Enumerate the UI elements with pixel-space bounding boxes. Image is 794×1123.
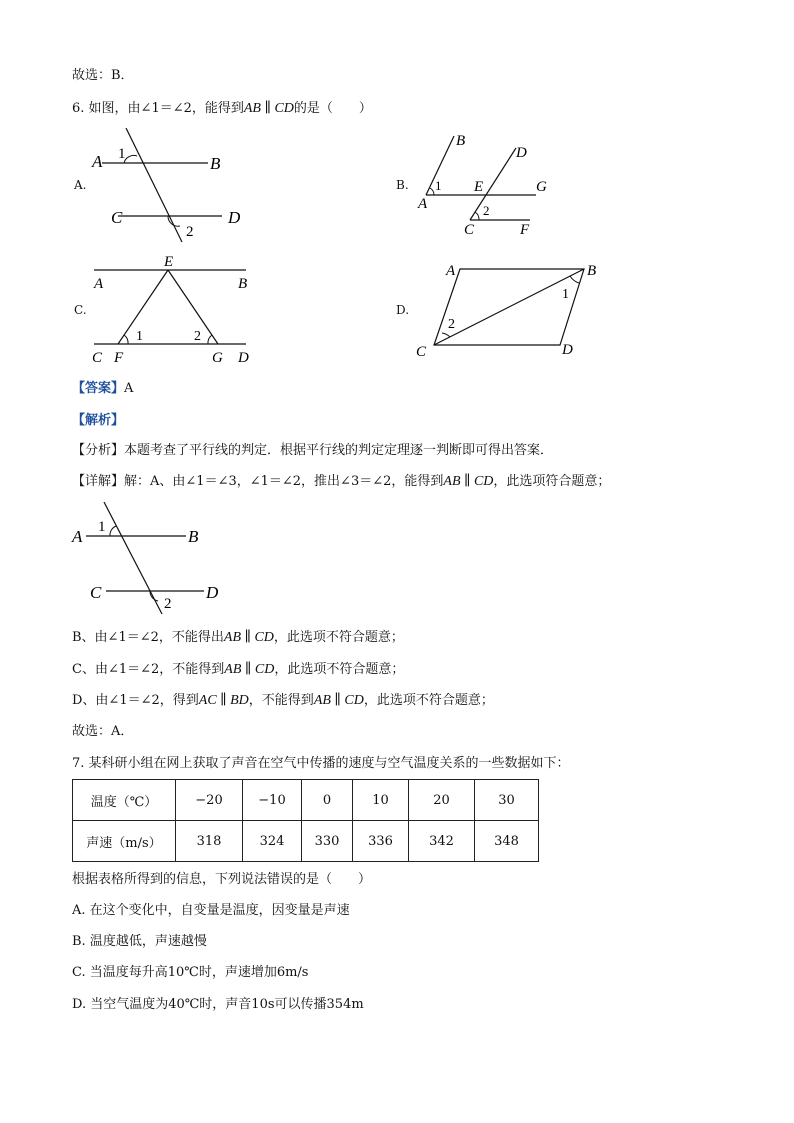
explain-d-mid: ，不能得到 [248, 693, 314, 708]
final-answer: 故选：A． [72, 724, 134, 739]
explain-d-rel1: AC ∥ BD [198, 693, 249, 708]
point-g: G [536, 179, 547, 195]
point-a: A [94, 276, 104, 292]
segment-eg [168, 270, 218, 344]
option-b-label: B. [396, 178, 409, 192]
analysis-heading [72, 412, 124, 430]
point-a: A [418, 196, 428, 212]
q7-stem: 7. 某科研小组在网上获取了声音在空气中传播的速度与空气温度关系的一些数据如下： [72, 756, 570, 771]
solution-figure [70, 500, 240, 618]
point-c: C [416, 344, 427, 360]
table-row [73, 780, 539, 821]
table-cell: 348 [475, 821, 539, 862]
option-d-figure [412, 255, 612, 365]
speed-table [72, 779, 539, 862]
point-a: A [446, 263, 456, 279]
angle-2: 2 [186, 224, 194, 240]
table-cell: 330 [302, 821, 353, 862]
angle-1: 1 [98, 519, 106, 535]
point-a: A [72, 527, 83, 546]
point-d: D [228, 208, 241, 227]
point-d: D [562, 342, 573, 358]
angle-1-arc [124, 335, 128, 344]
q7-option-a: A. 在这个变化中，自变量是温度，因变量是声速 [72, 903, 350, 918]
angle-1: 1 [435, 178, 442, 193]
answer-line [72, 380, 133, 398]
point-c: C [90, 583, 102, 602]
angle-1-arc [110, 526, 116, 536]
point-e: E [474, 179, 484, 195]
table-cell: 温度（℃） [73, 780, 176, 821]
point-c: C [111, 208, 123, 227]
angle-2: 2 [483, 203, 490, 218]
point-d: D [206, 583, 219, 602]
fenxi-tag: 【分析】 [72, 443, 125, 458]
angle-1: 1 [118, 146, 126, 162]
point-d: D [238, 350, 249, 366]
explain-c-rel: AB ∥ CD [224, 662, 275, 677]
angle-1-arc [570, 276, 579, 283]
detail-line [72, 473, 610, 491]
table-cell: 0 [302, 780, 353, 821]
detail-rel: AB ∥ CD [443, 474, 494, 489]
prev-answer: 故选：B． [72, 68, 134, 83]
point-f: F [114, 350, 124, 366]
table-cell: 30 [475, 780, 539, 821]
q7-option-c: C. 当温度每升高10℃时，声速增加6m/s [72, 965, 309, 980]
explain-b-pre: B、由∠1＝∠2，不能得出 [72, 630, 224, 645]
angle-2: 2 [194, 329, 201, 344]
explain-c-post: ，此选项不符合题意； [274, 662, 405, 677]
table-cell: 324 [243, 821, 302, 862]
explain-b-post: ，此选项不符合题意； [273, 630, 404, 645]
q6-number: 6. [72, 101, 85, 116]
explain-d [72, 692, 494, 710]
point-b: B [238, 276, 248, 292]
q6-stem-rel: AB ∥ CD [243, 101, 294, 116]
answer-tag: 【答案】 [72, 381, 125, 396]
q6-stem-pre: 如图，由∠1＝∠2，能得到 [88, 101, 244, 116]
explain-c [72, 661, 404, 679]
angle-2-arc [475, 212, 479, 220]
transversal [104, 502, 162, 614]
table-row [73, 821, 539, 862]
point-e: E [164, 254, 174, 270]
answer-value: A [124, 381, 134, 396]
table-cell: 20 [409, 780, 475, 821]
option-a-figure [88, 128, 258, 246]
option-b-figure [412, 130, 562, 238]
explain-b-rel: AB ∥ CD [223, 630, 274, 645]
analysis-tag: 【解析】 [72, 413, 125, 428]
table-cell: 342 [409, 821, 475, 862]
explain-d-pre: D、由∠1＝∠2，得到 [72, 693, 199, 708]
table-cell: 318 [176, 821, 243, 862]
q7-option-b: B. 温度越低，声速越慢 [72, 934, 207, 949]
point-b: B [587, 263, 597, 279]
table-cell: 10 [353, 780, 409, 821]
table-cell: 336 [353, 821, 409, 862]
fenxi-text: 本题考查了平行线的判定．根据平行线的判定定理逐一判断即可得出答案． [124, 443, 554, 458]
table-cell: −20 [176, 780, 243, 821]
table-cell: −10 [243, 780, 302, 821]
option-d-label: D. [396, 303, 410, 317]
option-c-figure [88, 250, 258, 368]
point-b: B [456, 133, 466, 149]
angle-2: 2 [164, 596, 172, 612]
table-cell: 声速（m/s） [73, 821, 176, 862]
point-d: D [516, 145, 527, 161]
fenxi-line [72, 442, 553, 460]
angle-2-arc [442, 333, 450, 337]
angle-2-arc [208, 335, 212, 344]
angle-2: 2 [448, 317, 455, 332]
q6-stem [72, 100, 372, 118]
detail-text: 解：A、由∠1＝∠3，∠1＝∠2，推出∠3＝∠2，能得到 [124, 474, 444, 489]
point-g: G [212, 350, 223, 366]
detail-tag: 【详解】 [72, 474, 125, 489]
explain-b [72, 629, 404, 647]
point-c: C [92, 350, 103, 366]
explain-c-pre: C、由∠1＝∠2，不能得到 [72, 662, 225, 677]
q7-option-d: D. 当空气温度为40℃时，声音10s可以传播354m [72, 997, 364, 1012]
angle-1-arc [430, 188, 434, 195]
point-b: B [210, 154, 221, 173]
option-a-label: A. [74, 178, 87, 192]
detail-post: ，此选项符合题意； [493, 474, 611, 489]
angle-1: 1 [136, 329, 143, 344]
point-b: B [188, 527, 199, 546]
point-c: C [464, 222, 475, 238]
angle-1: 1 [562, 287, 569, 302]
explain-d-post: ，此选项不符合题意； [363, 693, 494, 708]
explain-d-rel2: AB ∥ CD [313, 693, 364, 708]
q7-question: 根据表格所得到的信息，下列说法错误的是（ ） [72, 872, 372, 887]
option-c-label: C. [74, 303, 87, 317]
q6-stem-post: 的是（ ） [293, 101, 372, 116]
point-a: A [92, 152, 103, 171]
segment-ef [118, 270, 168, 344]
angle-1-arc [124, 155, 137, 163]
point-f: F [520, 222, 530, 238]
